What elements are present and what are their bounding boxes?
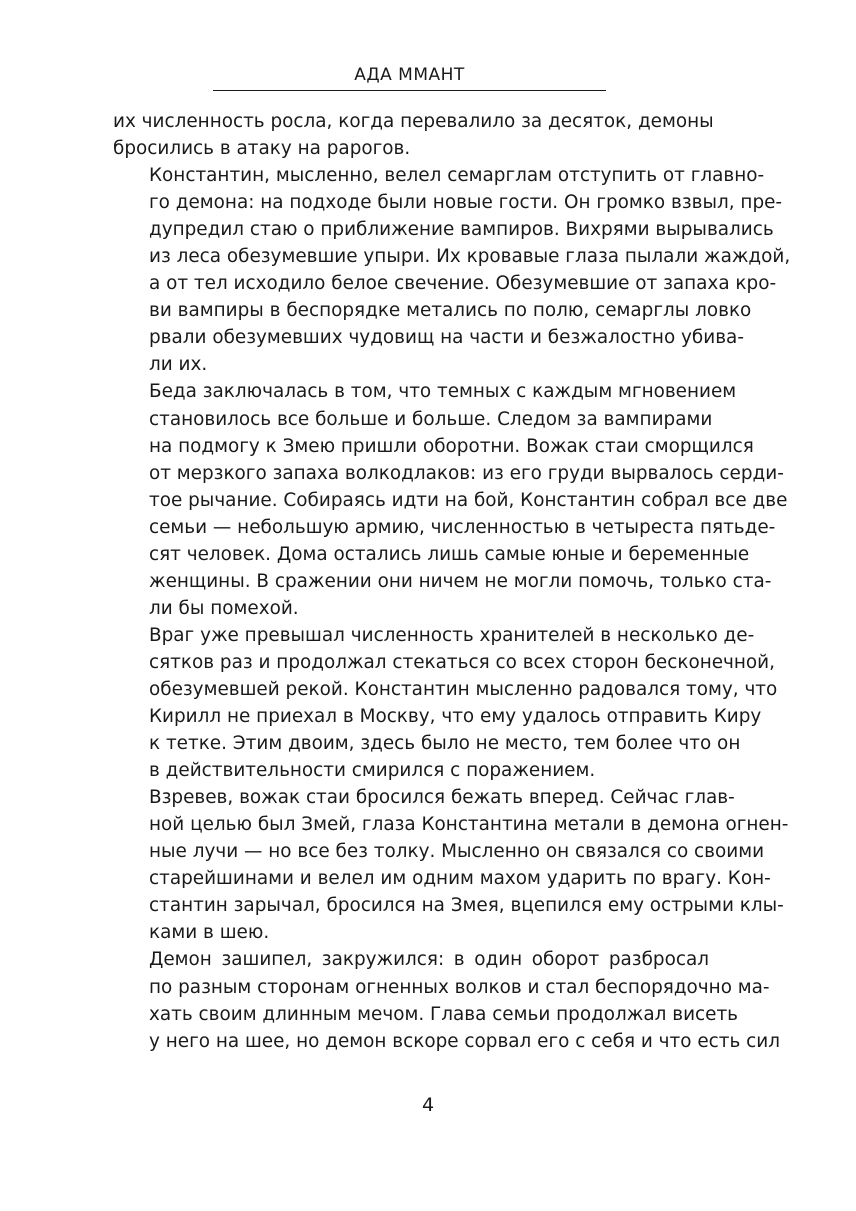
paragraph — [113, 162, 791, 378]
text-line: хать своим длинным мечом. Глава семьи продолжал висеть — [149, 1003, 739, 1025]
text-line: становилось все больше и больше. Следом за вампирами — [149, 408, 713, 430]
text-line: обезумевшей рекой. Константин мысленно радовался тому, что — [149, 678, 778, 700]
paragraph — [113, 108, 714, 162]
header-author-name: АДА ММАНТ — [354, 65, 465, 85]
text-line: к тетке. Этим двоим, здесь было не место, тем более что он — [149, 733, 741, 755]
header-divider — [213, 90, 606, 91]
paragraph — [113, 622, 778, 784]
text-line: женщины. В сражении они ничем не могли помочь, только ста- — [149, 570, 772, 592]
text-line: Кирилл не приехал в Москву, что ему удалось отправить Киру — [149, 706, 762, 728]
text-line: от мерзкого запаха волкодлаков: из его груди вырвалось серди- — [149, 462, 784, 484]
text-line: семьи — небольшую армию, численностью в четыреста пятьде- — [149, 516, 776, 538]
text-line: Беда заключалась в том, что темных с каждым мгновением — [149, 381, 737, 403]
text-line: дупредил стаю о приближение вампиров. Вихрями вырывались — [149, 219, 774, 241]
paragraph — [113, 946, 780, 1054]
text-line: Взревев, вожак стаи бросился бежать вперед. Сейчас глав- — [149, 787, 735, 809]
text-line: ли их. — [149, 354, 208, 376]
text-line: Враг уже превышал численность хранителей в несколько де- — [149, 624, 755, 646]
text-line: ли бы помехой. — [149, 597, 299, 619]
text-line: на подмогу к Змею пришли оборотни. Вожак стаи сморщился — [149, 435, 754, 457]
paragraph — [113, 784, 789, 946]
text-line: ной целью был Змей, глаза Константина метали в демона огнен- — [149, 814, 789, 836]
text-line: в действительности смирился с поражением. — [149, 760, 596, 782]
text-line: у него на шее, но демон вскоре сорвал его с себя и что есть сил — [149, 1030, 780, 1052]
text-line: их численность росла, когда перевалило за десяток, демоны — [113, 111, 714, 132]
page-body — [113, 108, 791, 1055]
text-line: стантин зарычал, бросился на Змея, вцепился ему острыми клы- — [149, 895, 784, 917]
text-line: ками в шею. — [149, 922, 270, 944]
text-line: тое рычание. Собираясь идти на бой, Константин собрал все две — [149, 489, 788, 511]
text-line: Демон зашипел, закружился: в один оборот разбросал — [149, 949, 709, 971]
text-line: бросились в атаку на рарогов. — [113, 138, 411, 160]
text-line: сят человек. Дома остались лишь самые юные и беременные — [149, 543, 750, 565]
text-line: старейшинами и велел им одним махом ударить по врагу. Кон- — [149, 868, 771, 890]
running-header — [213, 64, 606, 92]
text-line: а от тел исходило белое свечение. Обезумевшие от запаха кро- — [149, 273, 777, 295]
text-line: го демона: на подходе были новые гости. Он громко взвыл, пре- — [149, 192, 783, 214]
text-line: по разным сторонам огненных волков и стал беспорядочно ма- — [149, 976, 770, 998]
text-line: Константин, мысленно, велел семарглам отступить от главно- — [149, 165, 765, 187]
page-number: 4 — [421, 1094, 435, 1116]
paragraph — [113, 378, 788, 621]
text-line: ви вампиры в беспорядке метались по полю, семарглы ловко — [149, 300, 752, 322]
text-line: рвали обезумевших чудовищ на части и безжалостно убива- — [149, 327, 744, 349]
text-line: из леса обезумевшие упыри. Их кровавые глаза пылали жаждой, — [149, 246, 791, 268]
text-line: сятков раз и продолжал стекаться со всех сторон бесконечной, — [149, 651, 775, 673]
text-line: ные лучи — но все без толку. Мысленно он связался со своими — [149, 841, 765, 863]
